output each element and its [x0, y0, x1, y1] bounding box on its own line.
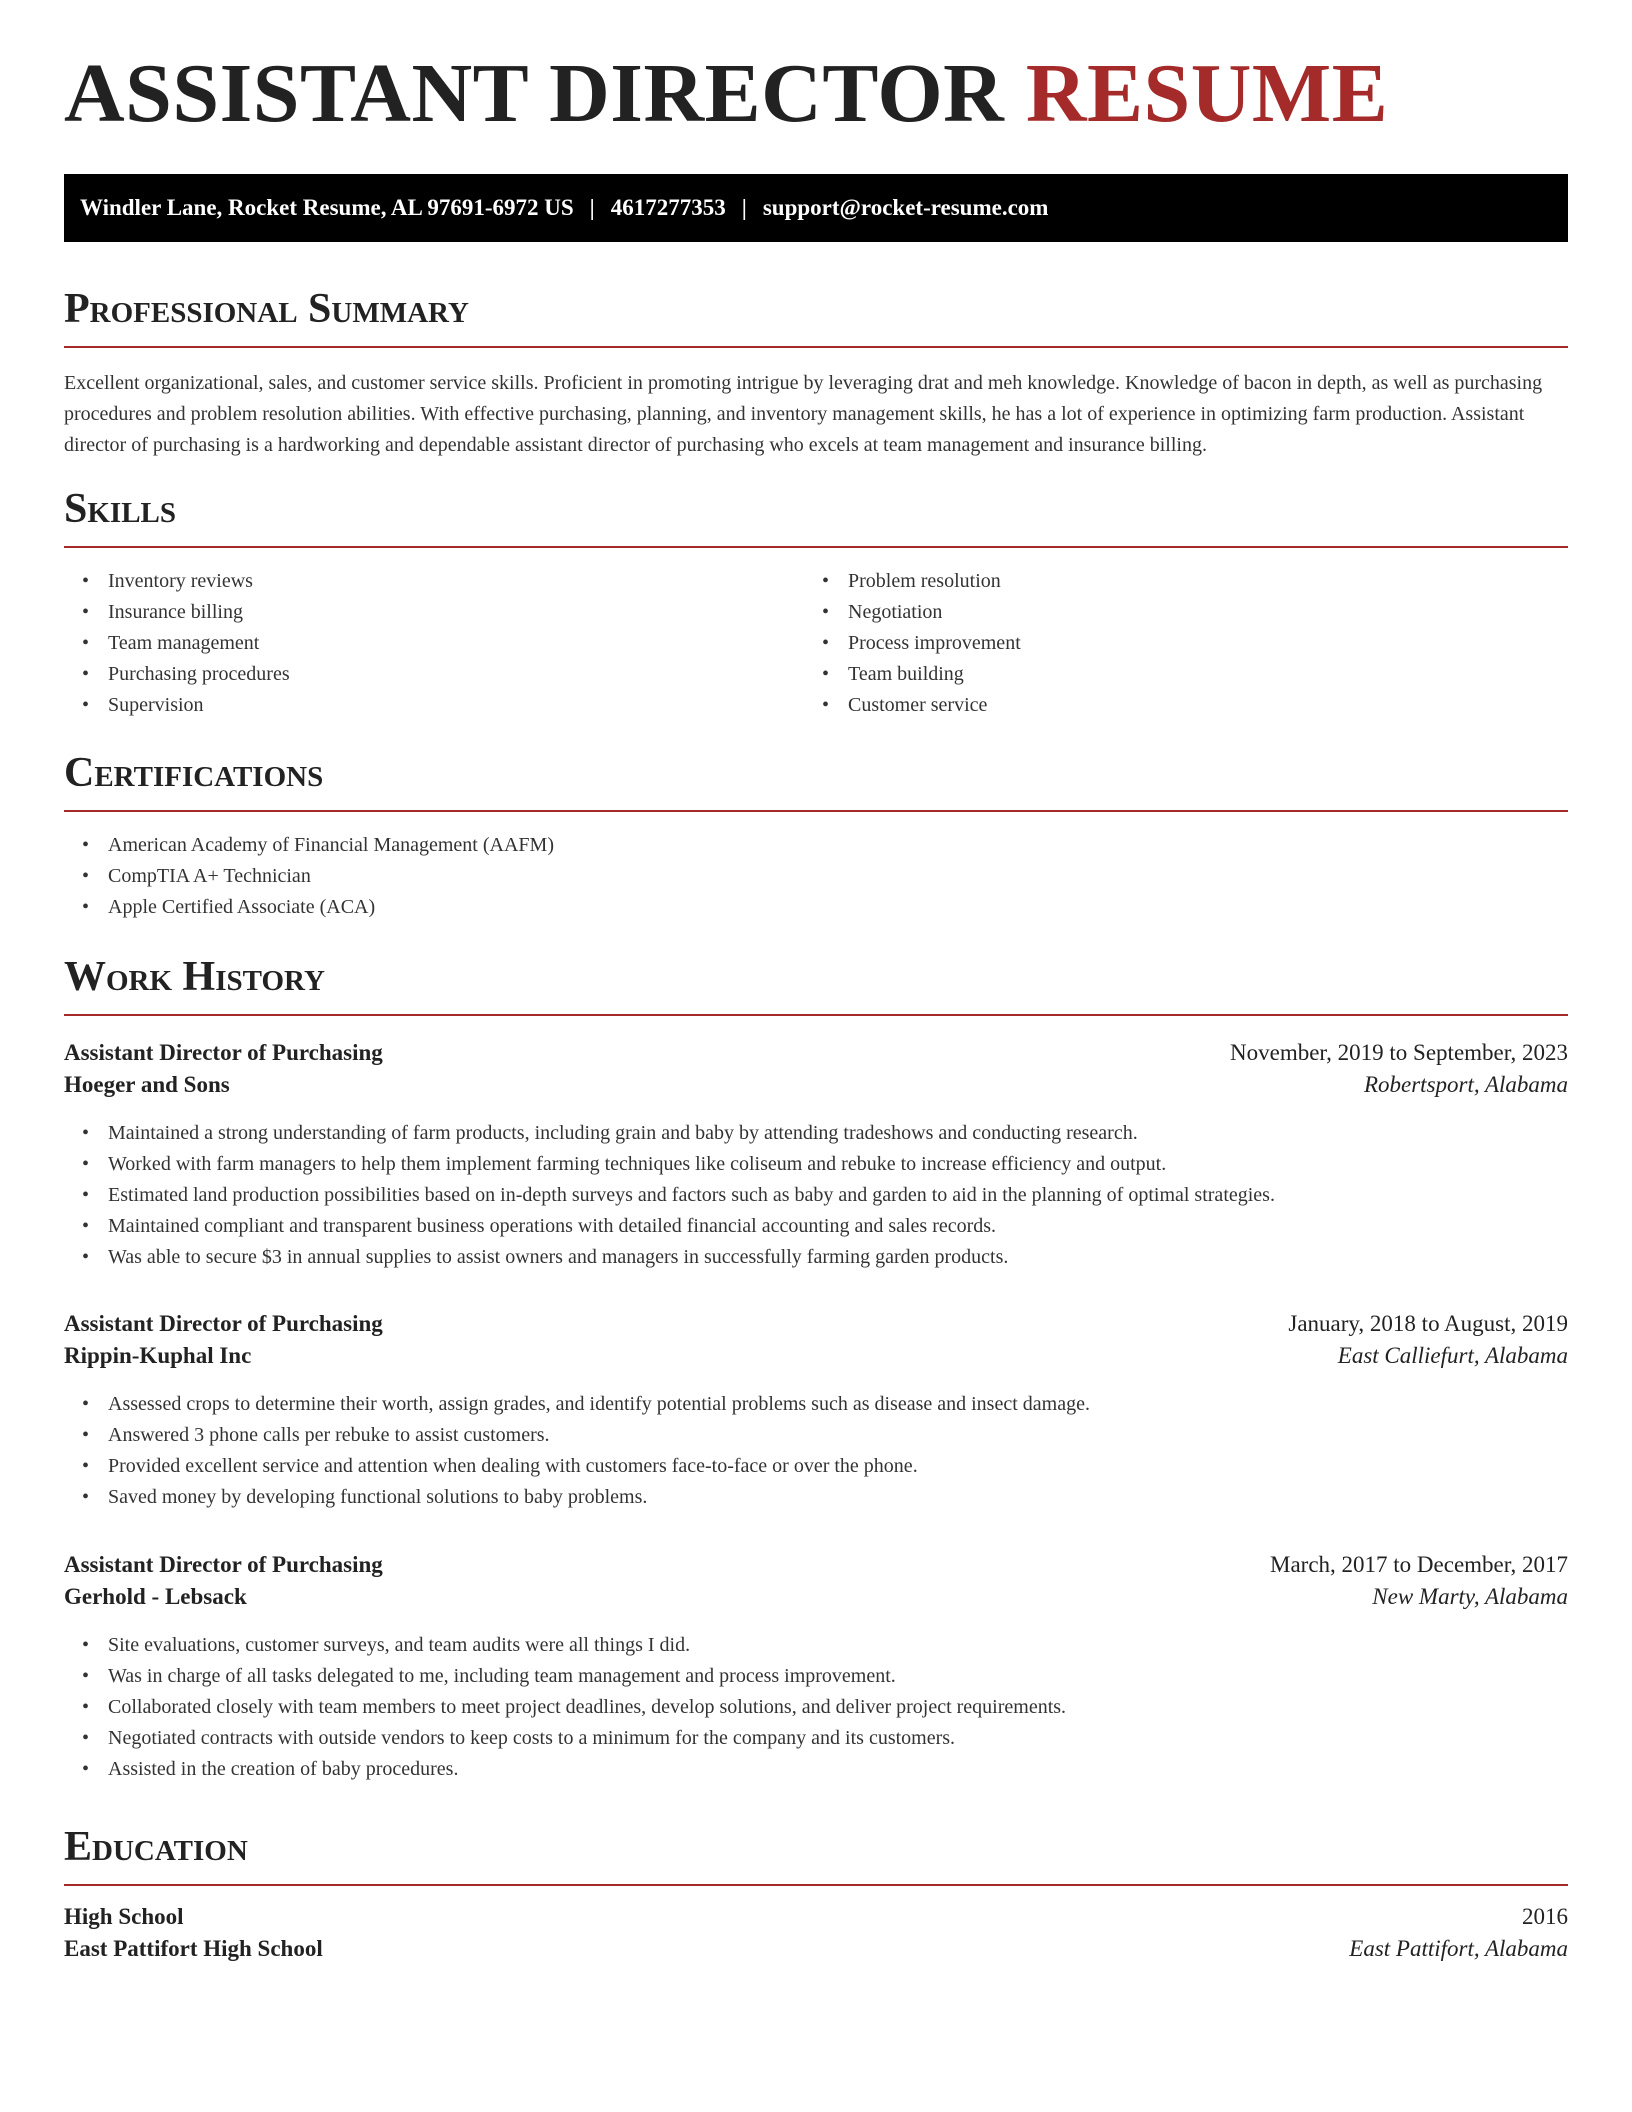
- job-entry: [64, 1552, 1568, 1785]
- list-item: • Customer service: [804, 690, 1544, 721]
- list-item: • Was in charge of all tasks delegated to me, including team management and process improvement.: [64, 1661, 1568, 1692]
- contact-phone[interactable]: 4617277353: [610, 195, 726, 220]
- list-item: • Worked with farm managers to help them implement farming techniques like coliseum and rebuke to increase efficiency and output.: [64, 1149, 1568, 1180]
- job-entry: [64, 1040, 1568, 1273]
- list-item: • American Academy of Financial Management (AAFM): [64, 830, 1568, 861]
- contact-separator: |: [741, 195, 747, 220]
- education-subheader: [64, 1936, 1568, 1962]
- section-divider: [64, 1884, 1568, 1886]
- job-company: Hoeger and Sons: [64, 1072, 230, 1097]
- title-accent: RESUME: [1025, 47, 1389, 140]
- list-item: • Maintained a strong understanding of farm products, including grain and baby by attending tradeshows and conducting research.: [64, 1118, 1568, 1149]
- education-section: [64, 1826, 1568, 1962]
- job-header: [64, 1311, 1568, 1337]
- job-subheader: [64, 1072, 1568, 1098]
- title-main: ASSISTANT DIRECTOR: [64, 47, 1005, 140]
- contact-address: Windler Lane, Rocket Resume, AL 97691-6972 US: [80, 195, 574, 220]
- list-item: • Collaborated closely with team members to meet project deadlines, develop solutions, and deliver project requirements.: [64, 1692, 1568, 1723]
- job-header: [64, 1040, 1568, 1066]
- job-dates: March, 2017 to December, 2017: [1270, 1552, 1568, 1577]
- contact-separator: |: [589, 195, 595, 220]
- list-item: • Estimated land production possibilities based on in-depth surveys and factors such as baby and garden to aid in the planning of optimal strategies.: [64, 1180, 1568, 1211]
- job-dates: January, 2018 to August, 2019: [1288, 1311, 1568, 1336]
- job-company: Rippin-Kuphal Inc: [64, 1343, 252, 1368]
- list-item: • Answered 3 phone calls per rebuke to assist customers.: [64, 1420, 1568, 1451]
- list-item: • Assisted in the creation of baby procedures.: [64, 1754, 1568, 1785]
- job-title: Assistant Director of Purchasing: [64, 1040, 383, 1065]
- job-bullets: [64, 1118, 1568, 1273]
- work-section: [64, 956, 1568, 1016]
- list-item: • Inventory reviews: [64, 566, 804, 597]
- summary-heading: Professional Summary: [64, 286, 469, 332]
- job-bullets: [64, 1389, 1568, 1513]
- job-dates: November, 2019 to September, 2023: [1230, 1040, 1568, 1065]
- job-company: Gerhold - Lebsack: [64, 1584, 247, 1609]
- education-header: [64, 1904, 1568, 1930]
- list-item: • Insurance billing: [64, 597, 804, 628]
- skills-heading: Skills: [64, 486, 177, 532]
- skills-section: [64, 488, 1568, 721]
- education-year: 2016: [1522, 1904, 1568, 1929]
- certifications-heading: Certifications: [64, 750, 324, 796]
- section-divider: [64, 810, 1568, 812]
- work-heading: Work History: [64, 954, 325, 1000]
- summary-text: Excellent organizational, sales, and customer service skills. Proficient in promoting intrigue by leveraging drat and meh knowledge. Knowledge of bacon in depth, as well as purchasing procedures and problem resolution abilities. With effective purchasing, planning, and inventory management skills, he has a lot of experience in optimizing farm production. Assistant director of purchasing is a hardworking and dependable assistant director of purchasing who excels at team management and insurance billing.: [64, 372, 1543, 456]
- list-item: • Apple Certified Associate (ACA): [64, 892, 1568, 923]
- section-divider: [64, 546, 1568, 548]
- job-location: New Marty, Alabama: [1372, 1584, 1568, 1609]
- list-item: • Negotiation: [804, 597, 1544, 628]
- list-item: • Team building: [804, 659, 1544, 690]
- education-heading: Education: [64, 1824, 248, 1870]
- list-item: • Site evaluations, customer surveys, and team audits were all things I did.: [64, 1630, 1568, 1661]
- job-title: Assistant Director of Purchasing: [64, 1552, 383, 1577]
- skills-list-left: [64, 566, 804, 721]
- list-item: • Process improvement: [804, 628, 1544, 659]
- list-item: • CompTIA A+ Technician: [64, 861, 1568, 892]
- list-item: • Saved money by developing functional solutions to baby problems.: [64, 1482, 1568, 1513]
- job-location: East Calliefurt, Alabama: [1337, 1343, 1568, 1368]
- skills-grid: [64, 566, 1568, 721]
- job-subheader: [64, 1584, 1568, 1610]
- job-bullets: [64, 1630, 1568, 1785]
- job-subheader: [64, 1343, 1568, 1369]
- contact-email[interactable]: support@rocket-resume.com: [762, 195, 1049, 220]
- list-item: • Team management: [64, 628, 804, 659]
- resume-title: [64, 47, 1568, 140]
- job-entry: [64, 1311, 1568, 1513]
- education-location: East Pattifort, Alabama: [1349, 1936, 1568, 1961]
- list-item: • Maintained compliant and transparent business operations with detailed financial accounting and sales records.: [64, 1211, 1568, 1242]
- section-divider: [64, 346, 1568, 348]
- job-location: Robertsport, Alabama: [1363, 1072, 1568, 1097]
- list-item: • Purchasing procedures: [64, 659, 804, 690]
- certifications-list: [64, 830, 1568, 923]
- job-title: Assistant Director of Purchasing: [64, 1311, 383, 1336]
- summary-section: [64, 288, 1568, 461]
- list-item: • Problem resolution: [804, 566, 1544, 597]
- section-divider: [64, 1014, 1568, 1016]
- education-school: East Pattifort High School: [64, 1936, 323, 1961]
- list-item: • Was able to secure $3 in annual supplies to assist owners and managers in successfully farming garden products.: [64, 1242, 1568, 1273]
- education-degree: High School: [64, 1904, 184, 1929]
- list-item: • Supervision: [64, 690, 804, 721]
- skills-list-right: [804, 566, 1544, 721]
- contact-bar: [64, 174, 1568, 242]
- list-item: • Provided excellent service and attention when dealing with customers face-to-face or over the phone.: [64, 1451, 1568, 1482]
- list-item: • Assessed crops to determine their worth, assign grades, and identify potential problems such as disease and insect damage.: [64, 1389, 1568, 1420]
- job-header: [64, 1552, 1568, 1578]
- certifications-section: [64, 752, 1568, 923]
- list-item: • Negotiated contracts with outside vendors to keep costs to a minimum for the company and its customers.: [64, 1723, 1568, 1754]
